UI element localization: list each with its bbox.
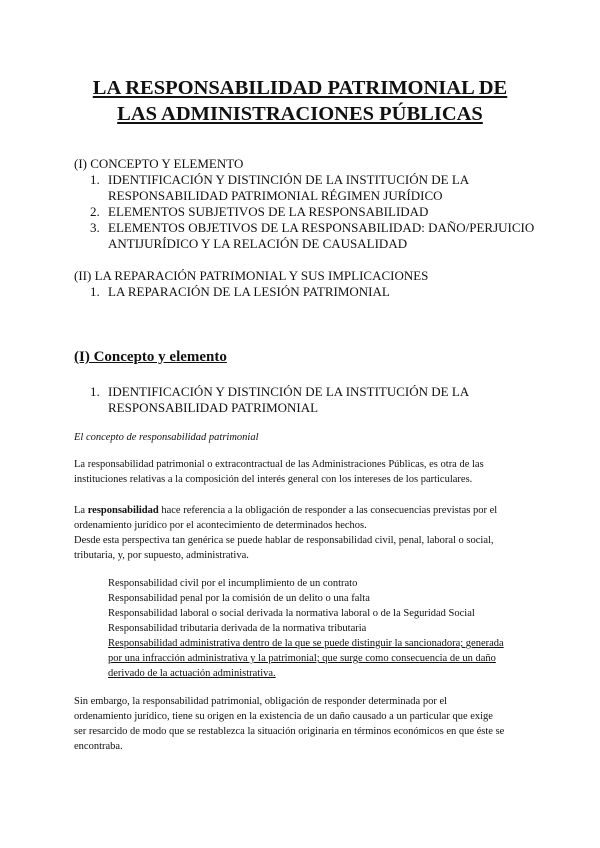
list-item: Responsabilidad civil por el incumplimiento de un contrato xyxy=(108,578,358,589)
paragraph-2-line-3: Desde esta perspectiva tan genérica se puede hablar de responsabilidad civil, penal, laboral o social, xyxy=(74,535,494,546)
paragraph-1-line-2: instituciones relativas a la composición del interés general con los intereses de los particulares. xyxy=(74,474,473,485)
list-item-underlined-line-1: Responsabilidad administrativa dentro de la que se puede distinguir la sancionadora; generada xyxy=(108,638,504,649)
list-item-underlined-line-2: por una infracción administrativa y la patrimonial; que surge como consecuencia de un daño xyxy=(108,653,496,664)
toc-item-1-num: 1. xyxy=(90,172,100,187)
title-line-2: LAS ADMINISTRACIONES PÚBLICAS xyxy=(117,103,483,125)
list-item-underlined-line-3: derivado de la actuación administrativa. xyxy=(108,668,276,679)
bold-term: responsabilidad xyxy=(87,505,159,516)
toc-section-2: (II) LA REPARACIÓN PATRIMONIAL Y SUS IMPLICACIONES xyxy=(74,268,429,283)
toc-item-1-line-2: RESPONSABILIDAD PATRIMONIAL RÉGIMEN JURÍDICO xyxy=(108,188,443,203)
section-heading: (I) Concepto y elemento xyxy=(74,349,227,365)
title-line-1: LA RESPONSABILIDAD PATRIMONIAL DE xyxy=(92,77,508,99)
list-item: Responsabilidad tributaria derivada de la normativa tributaria xyxy=(108,623,367,634)
subsection-title-line-2: RESPONSABILIDAD PATRIMONIAL xyxy=(108,400,319,415)
paragraph-2-prefix: La xyxy=(74,505,88,516)
toc-item-3-line-1: ELEMENTOS OBJETIVOS DE LA RESPONSABILIDAD: DAÑO/PERJUICIO xyxy=(108,220,535,235)
paragraph-3-line-1: Sin embargo, la responsabilidad patrimonial, obligación de responder determinada por el xyxy=(74,696,448,707)
toc-item-4-num: 1. xyxy=(90,284,100,299)
paragraph-3-line-2: ordenamiento jurídico, tiene su origen en la existencia de un daño causado a un particular que exige xyxy=(74,711,493,722)
toc-section-1: (I) CONCEPTO Y ELEMENTO xyxy=(74,156,244,171)
paragraph-3-line-3: ser resarcido de modo que se restablezca la situación originaria en términos económicos en que éste se xyxy=(74,726,505,737)
list-item: Responsabilidad laboral o social derivada la normativa laboral o de la Seguridad Social xyxy=(108,608,475,619)
italic-subheading: El concepto de responsabilidad patrimonial xyxy=(74,432,259,443)
toc-item-3-num: 3. xyxy=(90,220,100,235)
paragraph-1-line-1: La responsabilidad patrimonial o extracontractual de las Administraciones Públicas, es otra de las xyxy=(74,459,484,470)
toc-item-2-num: 2. xyxy=(90,204,100,219)
paragraph-2-line-1 xyxy=(74,503,497,519)
toc-item-1-line-1: IDENTIFICACIÓN Y DISTINCIÓN DE LA INSTITUCIÓN DE LA xyxy=(108,172,470,187)
document-title xyxy=(0,75,600,127)
toc-item-3-line-2: ANTIJURÍDICO Y LA RELACIÓN DE CAUSALIDAD xyxy=(108,236,408,251)
subsection-num: 1. xyxy=(90,384,100,399)
toc-item-4-line-1: LA REPARACIÓN DE LA LESIÓN PATRIMONIAL xyxy=(108,284,390,299)
paragraph-2-rest: hace referencia a la obligación de responder a las consecuencias previstas por el xyxy=(158,505,498,516)
paragraph-2-line-2: ordenamiento jurídico por el acontecimiento de determinados hechos. xyxy=(74,520,367,531)
list-item: Responsabilidad penal por la comisión de un delito o una falta xyxy=(108,593,370,604)
subsection-title-line-1: IDENTIFICACIÓN Y DISTINCIÓN DE LA INSTITUCIÓN DE LA xyxy=(108,384,470,399)
toc-item-2-line-1: ELEMENTOS SUBJETIVOS DE LA RESPONSABILIDAD xyxy=(108,204,429,219)
paragraph-3-line-4: encontraba. xyxy=(74,741,123,752)
paragraph-2-line-4: tributaria, y, por supuesto, administrativa. xyxy=(74,550,249,561)
